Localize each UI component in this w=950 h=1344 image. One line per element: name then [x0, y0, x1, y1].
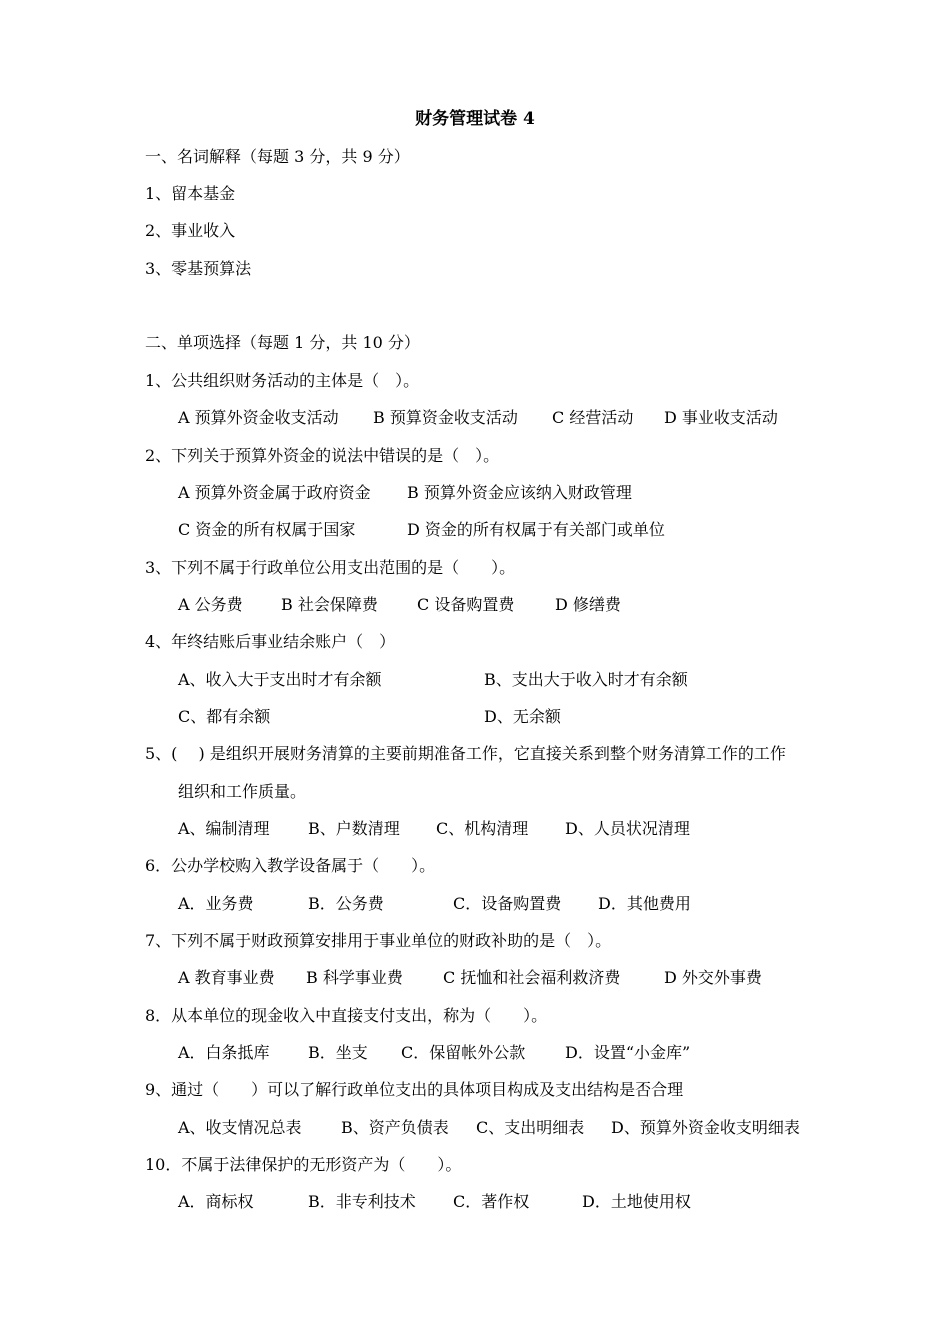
option-a: A．白条抵库: [178, 1043, 270, 1062]
section-heading-terms: 一、名词解释（每题 3 分，共 9 分）: [145, 147, 410, 166]
option-c: C．著作权: [453, 1192, 530, 1211]
option-a: A、收入大于支出时才有余额: [178, 670, 382, 689]
option-b: B．非专利技术: [308, 1192, 416, 1211]
option-c: C 设备购置费: [417, 595, 515, 614]
option-a: A 预算外资金收支活动: [178, 408, 339, 427]
section-heading-choice: 二、单项选择（每题 1 分，共 10 分）: [145, 333, 420, 352]
option-d: D、人员状况清理: [565, 819, 690, 838]
option-d: D、无余额: [484, 707, 561, 726]
option-b: B 科学事业费: [306, 968, 403, 987]
option-b: B．坐支: [308, 1043, 368, 1062]
option-b: B、支出大于收入时才有余额: [484, 670, 688, 689]
option-c: C、支出明细表: [476, 1118, 585, 1137]
option-c: C．保留帐外公款: [401, 1043, 526, 1062]
question-stem: 8．从本单位的现金收入中直接支付支出，称为（ ）。: [145, 1006, 548, 1025]
question-stem: 1、公共组织财务活动的主体是（ ）。: [145, 371, 420, 390]
question-stem: 7、下列不属于财政预算安排用于事业单位的财政补助的是（ ）。: [145, 931, 612, 950]
option-a: A、收支情况总表: [178, 1118, 302, 1137]
question-stem: 3、下列不属于行政单位公用支出范围的是（ ）。: [145, 558, 516, 577]
option-c: C 资金的所有权属于国家: [178, 520, 356, 539]
option-b: B、户数清理: [308, 819, 400, 838]
option-d: D．土地使用权: [582, 1192, 691, 1211]
question-stem: 9、通过（ ）可以了解行政单位支出的具体项目构成及支出结构是否合理: [145, 1080, 684, 1099]
option-a: A．业务费: [178, 894, 254, 913]
question-stem: 6．公办学校购入教学设备属于（ ）。: [145, 856, 436, 875]
option-c: C 抚恤和社会福利救济费: [443, 968, 621, 987]
option-d: D 修缮费: [555, 595, 621, 614]
option-d: D．其他费用: [598, 894, 691, 913]
option-b: B 社会保障费: [281, 595, 378, 614]
option-a: A．商标权: [178, 1192, 254, 1211]
option-a: A、编制清理: [178, 819, 270, 838]
term-item: 2、事业收入: [145, 221, 236, 240]
option-d: D 外交外事费: [664, 968, 762, 987]
term-item: 3、零基预算法: [145, 259, 252, 278]
option-d: D 资金的所有权属于有关部门或单位: [407, 520, 665, 539]
option-d: D 事业收支活动: [664, 408, 778, 427]
question-stem: 4、年终结账后事业结余账户（ ）: [145, 632, 396, 651]
option-a: A 预算外资金属于政府资金: [178, 483, 371, 502]
option-c: C．设备购置费: [453, 894, 562, 913]
option-c: C 经营活动: [552, 408, 634, 427]
option-b: B 预算外资金应该纳入财政管理: [407, 483, 632, 502]
term-item: 1、留本基金: [145, 184, 236, 203]
question-stem: 2、下列关于预算外资金的说法中错误的是（ ）。: [145, 446, 500, 465]
page-title: 财务管理试卷 4: [415, 109, 535, 129]
option-b: B 预算资金收支活动: [373, 408, 518, 427]
option-c: C、机构清理: [436, 819, 529, 838]
option-d: D．设置“小金库”: [565, 1043, 691, 1062]
option-b: B．公务费: [308, 894, 384, 913]
question-stem-continued: 组织和工作质量。: [178, 782, 307, 801]
option-b: B、资产负债表: [341, 1118, 449, 1137]
option-d: D、预算外资金收支明细表: [611, 1118, 800, 1137]
option-a: A 教育事业费: [178, 968, 275, 987]
option-a: A 公务费: [178, 595, 243, 614]
option-c: C、都有余额: [178, 707, 271, 726]
question-stem: 10．不属于法律保护的无形资产为（ ）。: [145, 1155, 462, 1174]
question-stem: 5、( ) 是组织开展财务清算的主要前期准备工作，它直接关系到整个财务清算工作的工作: [145, 744, 786, 763]
